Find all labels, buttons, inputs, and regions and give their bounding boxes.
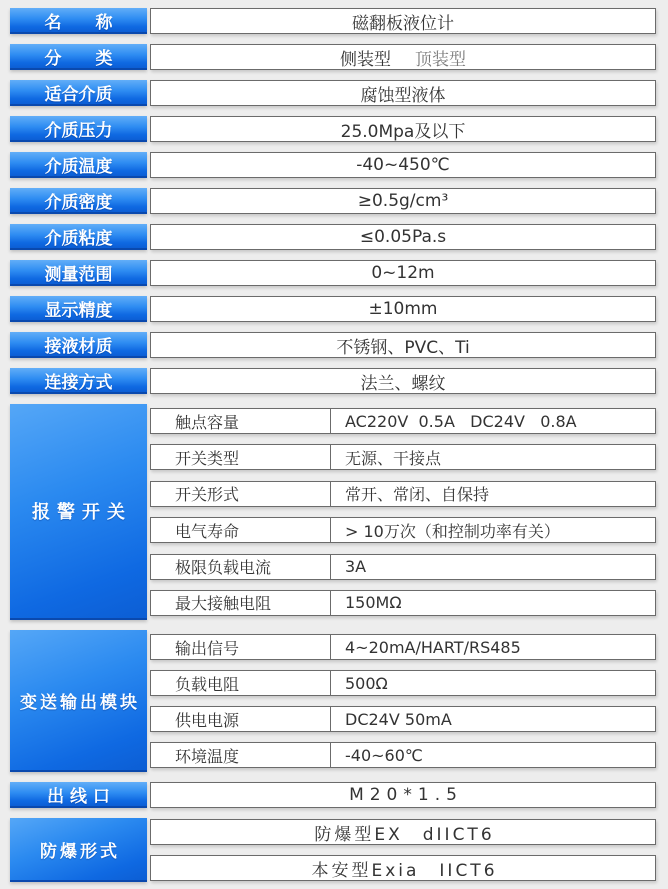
alarm-row-contact-capacity-name: 触点容量 [151, 409, 331, 433]
explosion-proof-flameproof: 防爆型EX dIICT6 [150, 819, 656, 845]
row-wetted-material [10, 332, 656, 358]
row-medium-viscosity [10, 224, 656, 250]
row-display-accuracy-value: ±10mm [150, 296, 656, 322]
alarm-row-switch-form-name: 开关形式 [151, 482, 331, 506]
row-name [10, 8, 656, 34]
alarm-row-max-contact-resistance-value: 150MΩ [345, 593, 402, 613]
alarm-row-electrical-life-value: > 10万次（和控制功率有关） [345, 521, 560, 541]
row-medium-pressure-label: 介质压力 [10, 116, 147, 142]
alarm-row-max-load-current-value: 3A [345, 557, 367, 577]
transmitter-row-output-signal-name: 输出信号 [151, 635, 331, 659]
transmitter-module-label: 变送输出模块 [10, 630, 147, 772]
alarm-row-switch-type [150, 444, 656, 470]
alarm-row-switch-type-name: 开关类型 [151, 445, 331, 469]
alarm-row-switch-form [150, 481, 656, 507]
transmitter-row-output-signal-value: 4~20mA/HART/RS485 [345, 637, 521, 657]
transmitter-module-rows [150, 630, 656, 772]
alarm-switch-label: 报警开关 [10, 404, 147, 620]
row-medium-temperature [10, 152, 656, 178]
row-measuring-range-value: 0~12m [150, 260, 656, 286]
row-cable-entry-label: 出 线 口 [10, 782, 147, 808]
explosion-proof-rows [150, 818, 656, 882]
alarm-row-contact-capacity-value: AC220V 0.5A DC24V 0.8A [345, 411, 577, 431]
transmitter-row-output-signal [150, 634, 656, 660]
transmitter-row-power-supply-name: 供电电源 [151, 707, 331, 731]
row-cable-entry [10, 782, 656, 808]
row-medium-density [10, 188, 656, 214]
row-medium-density-value: ≥0.5g/cm³ [150, 188, 656, 214]
row-name-label: 名 称 [10, 8, 147, 34]
row-connection-type [10, 368, 656, 394]
transmitter-row-load-resistance-name: 负载电阻 [151, 671, 331, 695]
explosion-proof-intrinsically-safe: 本安型Exia IICT6 [150, 855, 656, 881]
row-display-accuracy-label: 显示精度 [10, 296, 147, 322]
row-cable-entry-value: M20*1.5 [150, 782, 656, 808]
transmitter-row-ambient-temperature [150, 742, 656, 768]
row-wetted-material-value: 不锈钢、PVC、Ti [150, 332, 656, 358]
row-suitable-medium-value: 腐蚀型液体 [150, 80, 656, 106]
alarm-row-switch-form-value: 常开、常闭、自保持 [345, 485, 490, 505]
alarm-row-max-contact-resistance [150, 590, 656, 616]
transmitter-row-power-supply-value: DC24V 50mA [345, 709, 452, 729]
alarm-switch-rows [150, 404, 656, 620]
alarm-row-electrical-life [150, 517, 656, 543]
row-display-accuracy [10, 296, 656, 322]
row-suitable-medium [10, 80, 656, 106]
row-medium-pressure [10, 116, 656, 142]
alarm-row-max-load-current [150, 554, 656, 580]
row-connection-type-label: 连接方式 [10, 368, 147, 394]
transmitter-row-load-resistance [150, 670, 656, 696]
category-side-mounted: 侧装型 [340, 49, 391, 70]
row-category-value [150, 44, 656, 70]
alarm-row-electrical-life-name: 电气寿命 [151, 518, 331, 542]
row-suitable-medium-label: 适合介质 [10, 80, 147, 106]
row-medium-viscosity-label: 介质粘度 [10, 224, 147, 250]
row-medium-density-label: 介质密度 [10, 188, 147, 214]
transmitter-row-load-resistance-value: 500Ω [345, 673, 388, 693]
row-medium-pressure-value: 25.0Mpa及以下 [150, 116, 656, 142]
row-medium-temperature-value: -40~450℃ [150, 152, 656, 178]
transmitter-row-power-supply [150, 706, 656, 732]
row-category [10, 44, 656, 70]
alarm-row-max-contact-resistance-name: 最大接触电阻 [151, 591, 331, 615]
row-medium-viscosity-value: ≤0.05Pa.s [150, 224, 656, 250]
alarm-row-contact-capacity [150, 408, 656, 434]
row-category-label: 分 类 [10, 44, 147, 70]
row-name-value: 磁翻板液位计 [150, 8, 656, 34]
transmitter-module-group [10, 630, 656, 772]
transmitter-row-ambient-temperature-value: -40~60℃ [345, 745, 423, 765]
explosion-proof-label: 防爆形式 [10, 818, 147, 882]
row-medium-temperature-label: 介质温度 [10, 152, 147, 178]
category-top-mounted: 顶装型 [415, 49, 466, 70]
row-wetted-material-label: 接液材质 [10, 332, 147, 358]
row-measuring-range-label: 测量范围 [10, 260, 147, 286]
transmitter-row-ambient-temperature-name: 环境温度 [151, 743, 331, 767]
explosion-proof-group [10, 818, 656, 882]
alarm-row-switch-type-value: 无源、干接点 [345, 448, 442, 468]
alarm-row-max-load-current-name: 极限负载电流 [151, 555, 331, 579]
row-measuring-range [10, 260, 656, 286]
alarm-switch-group [10, 404, 656, 620]
row-connection-type-value: 法兰、螺纹 [150, 368, 656, 394]
